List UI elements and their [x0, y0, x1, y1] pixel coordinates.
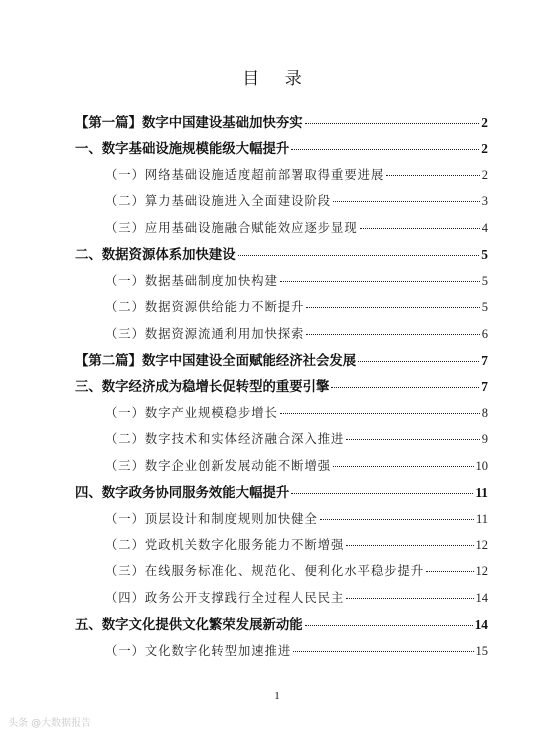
toc-entry-title: （一）顶层设计和制度规则加快健全	[105, 511, 318, 526]
toc-entry-page-number: 7	[481, 379, 488, 395]
toc-subheading-entry[interactable]	[75, 456, 488, 482]
toc-subheading-entry[interactable]	[75, 403, 488, 429]
toc-subheading-entry[interactable]	[75, 429, 488, 455]
toc-entry-page-number: 14	[474, 617, 488, 633]
toc-heading-entry[interactable]	[75, 112, 488, 138]
toc-subheading-entry[interactable]	[75, 561, 488, 587]
dot-leader	[360, 228, 480, 229]
toc-entry-page-number: 11	[475, 485, 488, 501]
toc-subheading-entry[interactable]	[75, 588, 488, 614]
dot-leader	[305, 123, 480, 124]
toc-entry-page-number: 10	[475, 458, 488, 473]
toc-entry-page-number: 11	[475, 511, 488, 526]
toc-entry-title: 五、数字文化提供文化繁荣发展新动能	[75, 618, 303, 634]
dot-leader	[320, 519, 474, 520]
toc-entry-page-number: 7	[481, 352, 488, 368]
dot-leader	[346, 598, 473, 599]
dot-leader	[426, 571, 473, 572]
toc-entry-title: （二）算力基础设施进入全面建设阶段	[105, 194, 332, 209]
toc-entry-title: （二）数据资源供给能力不断提升	[105, 300, 305, 315]
dot-leader	[333, 466, 473, 467]
toc-entry-page-number: 2	[481, 141, 488, 157]
toc-subheading-entry[interactable]	[75, 218, 488, 244]
dot-leader	[346, 439, 479, 440]
toc-entry-page-number: 5	[481, 300, 488, 315]
toc-entry-page-number: 3	[481, 194, 488, 209]
dot-leader	[305, 625, 473, 626]
toc-entry-title: 【第一篇】数字中国建设基础加快夯实	[75, 116, 303, 131]
toc-subheading-entry[interactable]	[75, 535, 488, 561]
toc-subheading-entry[interactable]	[75, 191, 488, 217]
dot-leader	[331, 387, 479, 388]
toc-entry-title: （二）党政机关数字化服务能力不断增强	[105, 538, 345, 552]
toc-entry-title: （一）网络基础设施适度超前部署取得重要进展	[105, 167, 385, 182]
toc-subheading-entry[interactable]	[75, 641, 488, 667]
toc-heading-entry[interactable]	[75, 482, 488, 508]
toc-entry-title: （一）数字产业规模稳步增长	[105, 405, 278, 420]
dot-leader	[386, 175, 480, 176]
toc-entry-title: （三）数字企业创新发展动能不断增强	[105, 458, 332, 473]
toc-entry-page-number: 9	[481, 432, 488, 447]
toc-entry-title: （三）数据资源流通利用加快探索	[105, 326, 305, 341]
toc-entry-title: （一）数据基础制度加快构建	[105, 273, 278, 288]
toc-entry-page-number: 15	[475, 643, 488, 658]
toc-subheading-entry[interactable]	[75, 271, 488, 297]
toc-entry-title: （二）数字技术和实体经济融合深入推进	[105, 432, 345, 447]
dot-leader	[306, 334, 479, 335]
page-number: 1	[274, 690, 280, 702]
toc-entry-title: 四、数字政务协同服务效能大幅提升	[75, 486, 290, 502]
toc-entry-page-number: 12	[475, 564, 488, 579]
dot-leader	[358, 361, 479, 362]
toc-entry-page-number: 14	[475, 590, 488, 605]
toc-entry-title: （一）文化数字化转型加速推进	[105, 643, 292, 658]
toc-entry-title: （四）政务公开支撑践行全过程人民民主	[105, 590, 345, 605]
page-title: 目 录	[242, 69, 312, 89]
toc-entry-page-number: 6	[481, 326, 488, 341]
toc-heading-entry[interactable]	[75, 376, 488, 402]
dot-leader	[238, 255, 480, 256]
dot-leader	[346, 545, 473, 546]
toc-entry-page-number: 12	[475, 538, 488, 552]
watermark: 头条 @大数据报告	[8, 718, 92, 729]
toc-entry-title: 【第二篇】数字中国建设全面赋能经济社会发展	[75, 353, 357, 369]
toc-entry-title: 二、数据资源体系加快建设	[75, 248, 236, 264]
toc-heading-entry[interactable]	[75, 244, 488, 270]
toc-entry-title: 三、数字经济成为稳增长促转型的重要引擎	[75, 380, 330, 396]
dot-leader	[291, 149, 479, 150]
toc-subheading-entry[interactable]	[75, 297, 488, 323]
toc-subheading-entry[interactable]	[75, 509, 488, 535]
dot-leader	[293, 651, 473, 652]
toc-entry-page-number: 4	[481, 220, 488, 235]
dot-leader	[280, 281, 480, 282]
toc-heading-entry[interactable]	[75, 614, 488, 640]
toc-subheading-entry[interactable]	[75, 165, 488, 191]
toc-entry-page-number: 5	[481, 247, 488, 263]
toc-entry-title: 一、数字基础设施规模能级大幅提升	[75, 142, 290, 158]
dot-leader	[291, 493, 473, 494]
dot-leader	[333, 201, 480, 202]
dot-leader	[280, 413, 480, 414]
toc-entry-page-number: 2	[481, 167, 488, 182]
toc-heading-entry[interactable]	[75, 138, 488, 164]
dot-leader	[306, 307, 479, 308]
toc-entry-title: （三）在线服务标准化、规范化、便利化水平稳步提升	[105, 564, 425, 579]
toc-subheading-entry[interactable]	[75, 324, 488, 350]
toc-heading-entry[interactable]	[75, 350, 488, 376]
toc-entry-page-number: 8	[481, 405, 488, 420]
table-of-contents	[75, 112, 488, 667]
toc-entry-title: （三）应用基础设施融合赋能效应逐步显现	[105, 220, 358, 235]
toc-entry-page-number: 2	[481, 115, 488, 130]
toc-entry-page-number: 5	[481, 273, 488, 288]
